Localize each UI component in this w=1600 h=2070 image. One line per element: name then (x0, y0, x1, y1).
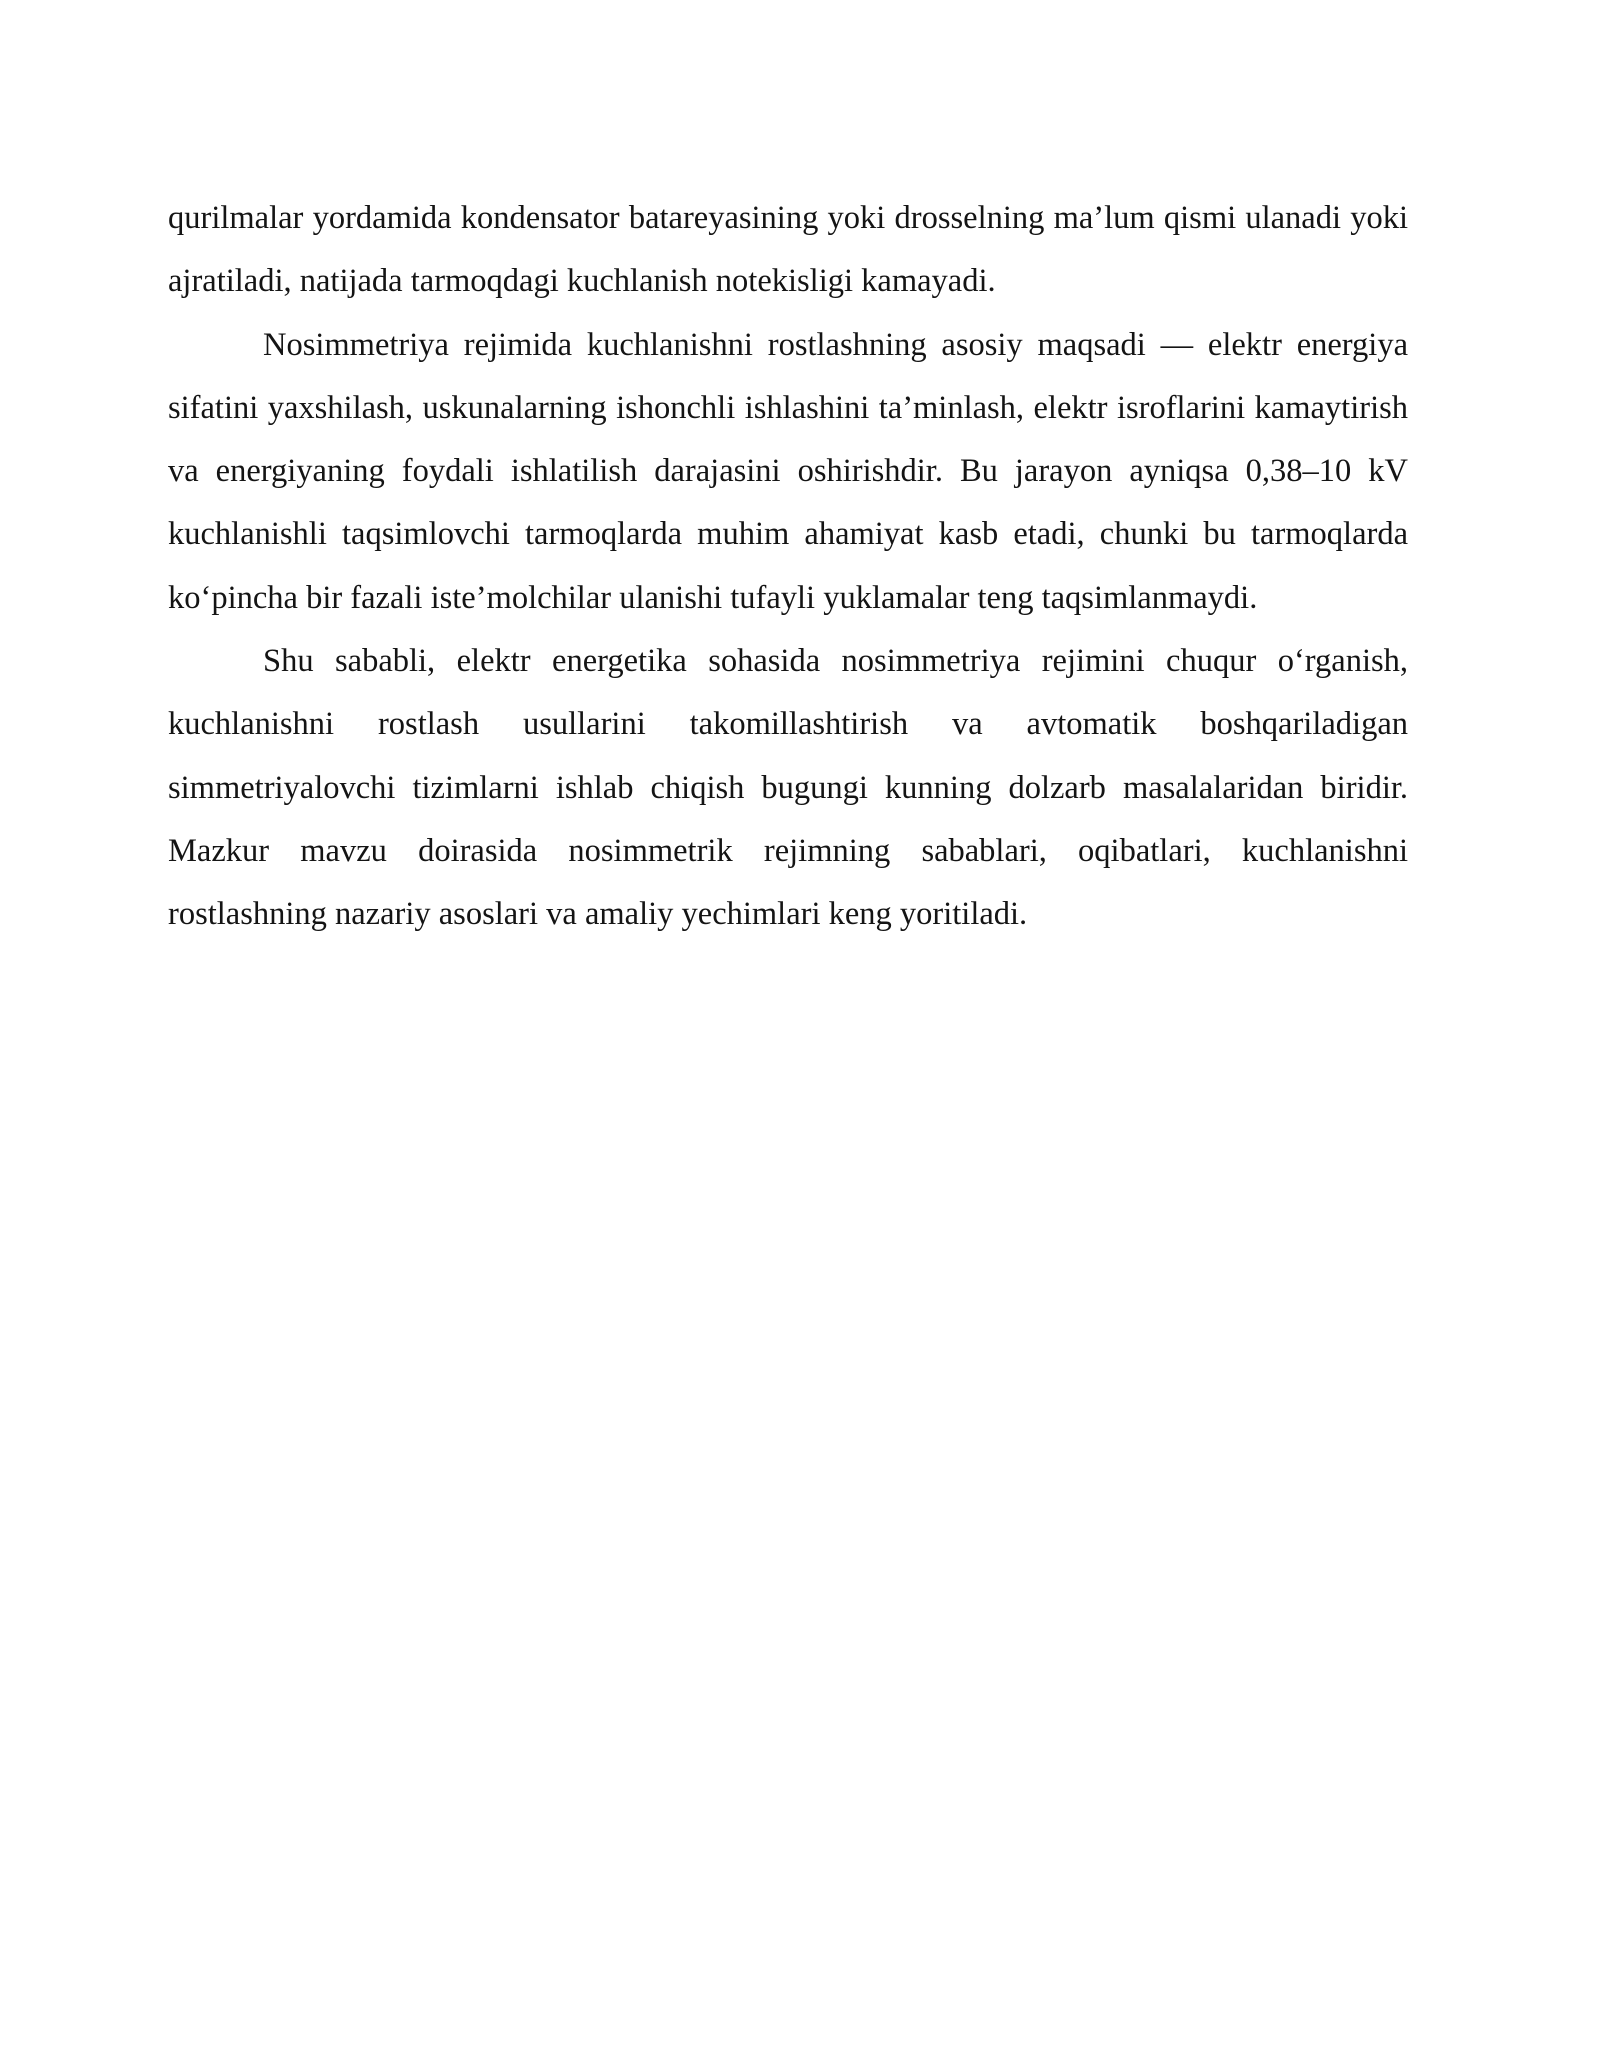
document-body (168, 187, 1408, 947)
paragraph-purpose: Nosimmetriya rejimida kuchlanishni rostlashning asosiy maqsadi — elektr energiya sifatini yaxshilash, uskunalarning ishonchli ishlashini ta’minlash, elektr isroflarini kamaytirish va energiyaning foydali ishlatilish darajasini oshirishdir. Bu jarayon ayniqsa 0,38–10 kV kuchlanishli taqsimlovchi tarmoqlarda muhim ahamiyat kasb etadi, chunki bu tarmoqlarda ko‘pincha bir fazali iste’molchilar ulanishi tufayli yuklamalar teng taqsimlanmaydi. (168, 326, 1408, 616)
paragraph-continuation: qurilmalar yordamida kondensator batareyasining yoki drosselning ma’lum qismi ulanadi yoki ajratiladi, natijada tarmoqdagi kuchlanish notekisligi kamayadi. (168, 200, 1408, 300)
paragraph-conclusion: Shu sababli, elektr energetika sohasida nosimmetriya rejimini chuqur o‘rganish, kuchlanishni rostlash usullarini takomillashtirish va avtomatik boshqariladigan simmetriyalovchi tizimlarni ishlab chiqish bugungi kunning dolzarb masalalaridan biridir. Mazkur mavzu doirasida nosimmetrik rejimning sabablari, oqibatlari, kuchlanishni rostlashning nazariy asoslari va amaliy yechimlari keng yoritiladi. (168, 643, 1408, 933)
